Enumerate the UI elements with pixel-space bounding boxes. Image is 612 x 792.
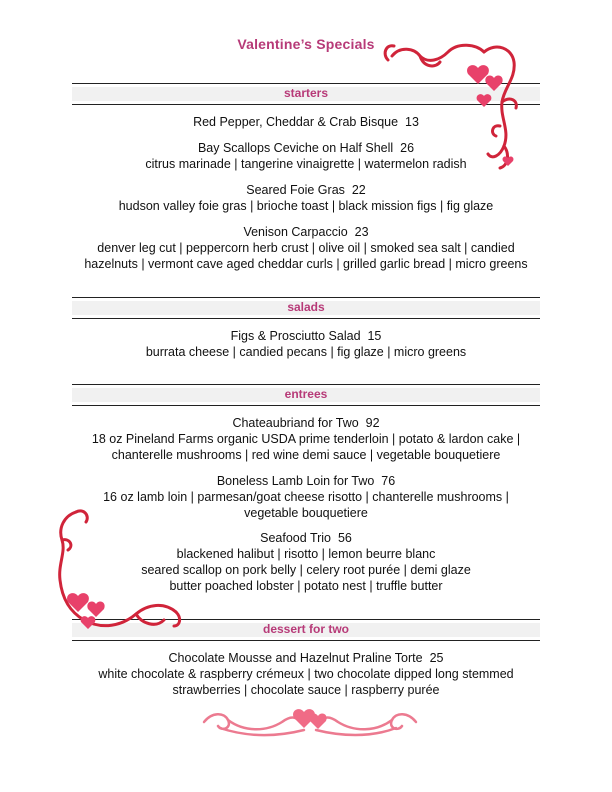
section-label: starters bbox=[283, 86, 329, 100]
item-name: Boneless Lamb Loin for Two bbox=[216, 474, 375, 488]
menu-item bbox=[60, 415, 552, 463]
item-description: seared scallop on pork belly | celery root purée | demi glaze bbox=[141, 563, 471, 577]
menu-item bbox=[60, 224, 552, 272]
item-description: hudson valley foie gras | brioche toast | black mission figs | fig glaze bbox=[118, 199, 494, 213]
item-description: blackened halibut | risotto | lemon beurre blanc bbox=[176, 547, 436, 561]
item-name: Chateaubriand for Two bbox=[232, 416, 359, 430]
heart-vine-ornament-top-right bbox=[380, 38, 530, 178]
section-label: salads bbox=[287, 300, 325, 314]
item-description: 16 oz lamb loin | parmesan/goat cheese risotto | chanterelle mushrooms | bbox=[103, 490, 509, 504]
item-price: 56 bbox=[337, 531, 352, 545]
item-description: denver leg cut | peppercorn herb crust | olive oil | smoked sea salt | candied bbox=[97, 241, 515, 255]
item-description: 18 oz Pineland Farms organic USDA prime tenderloin | potato & lardon cake | bbox=[91, 432, 521, 446]
item-name: Red Pepper, Cheddar & Crab Bisque bbox=[193, 115, 399, 129]
item-name: Seared Foie Gras bbox=[246, 183, 345, 197]
item-description: citrus marinade | tangerine vinaigrette | watermelon radish bbox=[145, 157, 467, 171]
item-price: 13 bbox=[405, 115, 419, 129]
item-name: Chocolate Mousse and Hazelnut Praline Torte bbox=[168, 651, 423, 665]
item-name: Seafood Trio bbox=[260, 531, 332, 545]
item-price: 23 bbox=[354, 225, 369, 239]
item-description: butter poached lobster | potato nest | truffle butter bbox=[169, 579, 443, 593]
section-header-entrees bbox=[72, 384, 540, 406]
menu-item bbox=[60, 182, 552, 214]
heart-vine-ornament-left bbox=[52, 508, 187, 638]
item-price: 15 bbox=[367, 329, 382, 343]
item-description: chanterelle mushrooms | red wine demi sauce | vegetable bouquetiere bbox=[111, 448, 501, 462]
menu-item bbox=[60, 650, 552, 698]
menu-item bbox=[60, 328, 552, 360]
item-description: white chocolate & raspberry crémeux | two chocolate dipped long stemmed bbox=[98, 667, 514, 681]
item-price: 22 bbox=[351, 183, 366, 197]
item-name: Bay Scallops Ceviche on Half Shell bbox=[197, 141, 394, 155]
item-price: 25 bbox=[429, 651, 444, 665]
section-header-salads bbox=[72, 297, 540, 319]
item-name: Venison Carpaccio bbox=[243, 225, 348, 239]
item-description: strawberries | chocolate sauce | raspberry purée bbox=[172, 683, 440, 697]
item-description: burrata cheese | candied pecans | fig glaze | micro greens bbox=[145, 345, 467, 359]
page-title: Valentine’s Specials bbox=[237, 36, 375, 52]
item-price: 92 bbox=[365, 416, 380, 430]
item-name: Figs & Prosciutto Salad bbox=[230, 329, 361, 343]
section-label: entrees bbox=[284, 387, 328, 401]
heart-scroll-divider-icon bbox=[200, 702, 420, 742]
item-price: 26 bbox=[400, 141, 415, 155]
item-price: 76 bbox=[381, 474, 396, 488]
item-description: hazelnuts | vermont cave aged cheddar curls | grilled garlic bread | micro greens bbox=[84, 257, 528, 271]
section-label: dessert for two bbox=[262, 622, 349, 636]
item-description: vegetable bouquetiere bbox=[244, 506, 368, 520]
